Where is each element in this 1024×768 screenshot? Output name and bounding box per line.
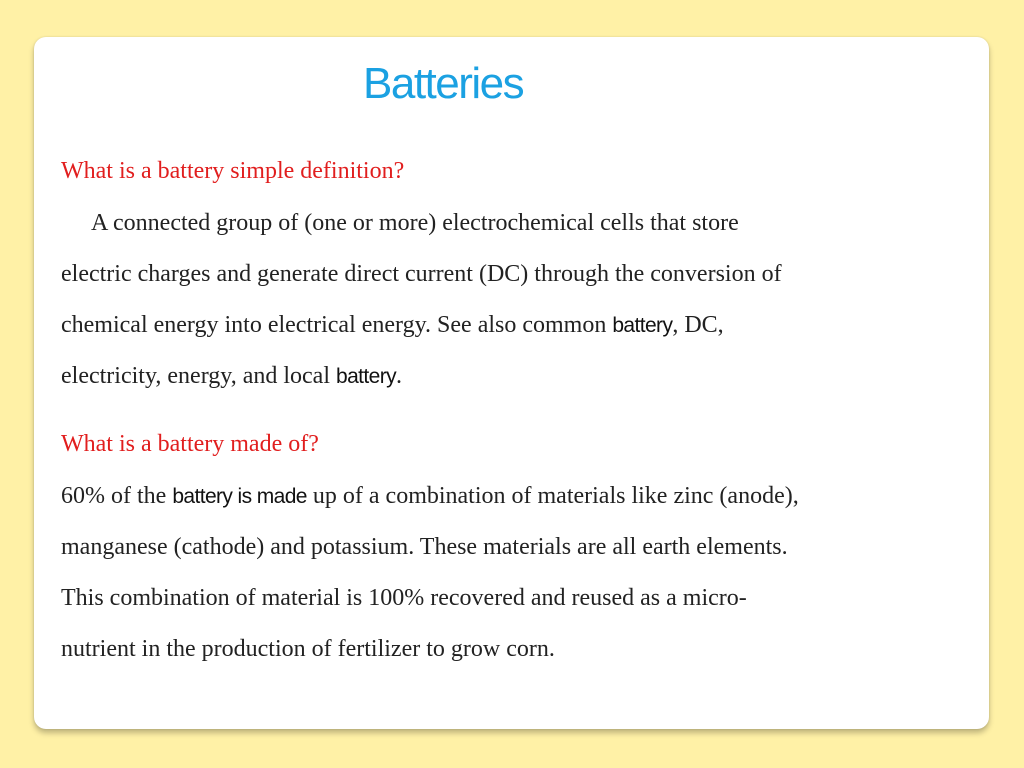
definition-line-4-end: . xyxy=(395,363,402,389)
battery-term: battery xyxy=(172,485,233,508)
slide-title: Batteries xyxy=(363,59,524,108)
composition-line-3: This combination of material is 100% recovered and reused as a micro- xyxy=(61,585,747,611)
battery-term: battery xyxy=(335,365,396,388)
composition-line-1-start: 60% of the xyxy=(61,483,173,509)
composition-line-4: nutrient in the production of fertilizer to grow corn. xyxy=(61,636,555,662)
definition-line-2: electric charges and generate direct current (DC) through the conversion of xyxy=(61,261,782,287)
made-term: made xyxy=(256,485,307,508)
question-made-of: What is a battery made of? xyxy=(61,431,319,457)
battery-term: battery xyxy=(612,314,673,337)
definition-line-4-start: electricity, energy, and local xyxy=(61,363,336,389)
composition-line-1-end: up of a combination of materials like zinc (anode), xyxy=(306,483,799,509)
definition-line-3 xyxy=(61,313,724,337)
definition-line-1: A connected group of (one or more) electrochemical cells that store xyxy=(91,210,739,236)
question-definition: What is a battery simple definition? xyxy=(61,158,405,184)
definition-line-3-start: chemical energy into electrical energy. See also common xyxy=(61,312,613,338)
composition-line-2: manganese (cathode) and potassium. These materials are all earth elements. xyxy=(61,534,788,560)
definition-line-4 xyxy=(61,364,402,388)
composition-line-1-mid: is xyxy=(232,485,257,508)
definition-line-3-end: , DC, xyxy=(672,312,724,338)
composition-line-1 xyxy=(61,484,799,508)
